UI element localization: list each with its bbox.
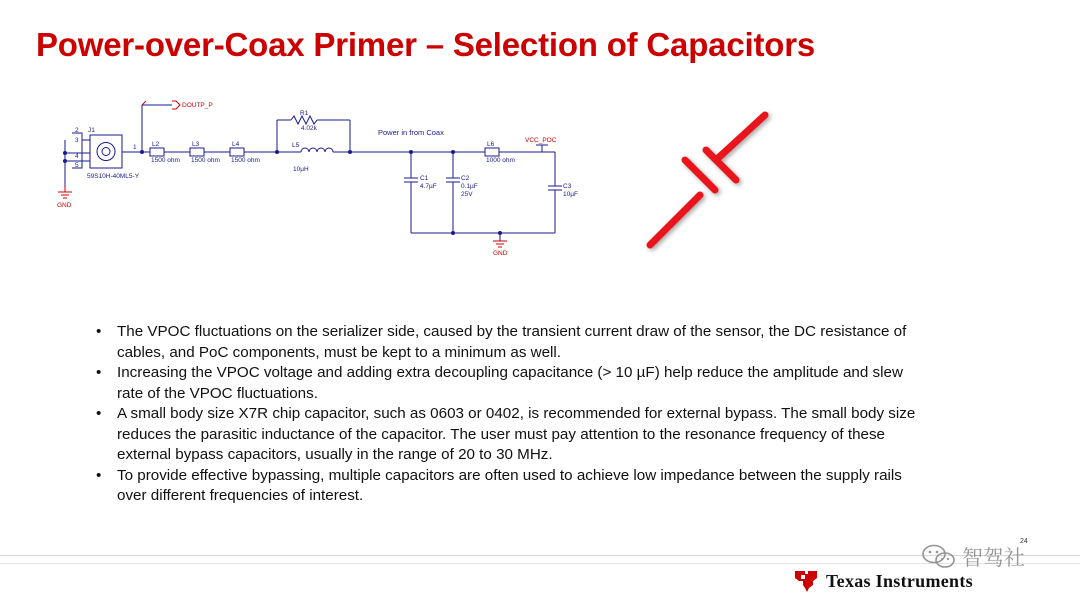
cap-value: 4.7µF: [420, 183, 437, 190]
resistor-value: 4.02k: [301, 125, 317, 132]
cap-ref: C3: [563, 183, 572, 190]
cap-ref: C2: [461, 175, 470, 182]
bullet-item: • The VPOC fluctuations on the serializer side, caused by the transient current draw of the sensor, the DC resistance of cables, and PoC components, must be kept to a minimum as well.: [96, 322, 916, 363]
connector-part: 59S10H-40ML5-Y: [87, 173, 140, 180]
ferrite-ref: L2: [152, 141, 160, 148]
cap-value: 0.1µF: [461, 183, 478, 190]
ferrite-ref: L3: [192, 141, 200, 148]
capacitor-symbol-icon: [630, 100, 790, 260]
resistor-ref: R1: [300, 110, 309, 117]
wechat-icon: [921, 543, 957, 571]
bullet-item: • Increasing the VPOC voltage and adding extra decoupling capacitance (> 10 µF) help reduce the amplitude and slew rate of the VPOC fluctuations.: [96, 363, 916, 404]
cap-rating: 25V: [461, 191, 473, 198]
footer-divider: [0, 555, 1080, 556]
connector-pin-label: 5: [75, 162, 79, 169]
ferrite-value: 1500 ohm: [151, 157, 180, 164]
slide-title: Power-over-Coax Primer – Selection of Capacitors: [36, 26, 815, 63]
ferrite-ref: L4: [232, 141, 240, 148]
ferrite-value: 1500 ohm: [231, 157, 260, 164]
bullet-item: • To provide effective bypassing, multiple capacitors are often used to achieve low impedance between the supply rails over different frequencies of interest.: [96, 466, 916, 507]
connector-pin-label: 2: [75, 127, 79, 134]
ferrite-out-ref: L6: [487, 141, 495, 148]
ferrite-out-value: 1000 ohm: [486, 157, 515, 164]
company-name: Texas Instruments: [826, 570, 973, 591]
watermark-text: 智驾社: [962, 546, 1025, 570]
ground-label: GND: [493, 250, 508, 257]
inductor-value: 10µH: [293, 166, 309, 173]
connector-ref: J1: [88, 127, 95, 134]
net-label: DOUTP_P: [182, 102, 213, 109]
power-in-label: Power in from Coax: [378, 128, 444, 137]
rail-label: VCC_POC: [525, 137, 557, 144]
ferrite-value: 1500 ohm: [191, 157, 220, 164]
cap-ref: C1: [420, 175, 429, 182]
connector-pin-label: 3: [75, 137, 79, 144]
connector-pin-label: 4: [75, 153, 79, 160]
page-number: 24: [1020, 538, 1028, 545]
bullet-item: • A small body size X7R chip capacitor, such as 0603 or 0402, is recommended for external bypass. The small body size reduces the parasitic inductance of the capacitor. The user must pay attention to the resonance frequency of these external bypass capacitors, usually in the range of 20 to 30 MHz.: [96, 404, 916, 466]
connector-out-pin: 1: [133, 144, 137, 151]
cap-value: 10µF: [563, 191, 578, 198]
ground-label: GND: [57, 202, 72, 209]
schematic-diagram: [55, 95, 595, 270]
bullet-list: [96, 322, 916, 507]
ti-logo: [792, 568, 973, 594]
ti-logo-icon: [792, 568, 820, 594]
inductor-ref: L5: [292, 142, 300, 149]
